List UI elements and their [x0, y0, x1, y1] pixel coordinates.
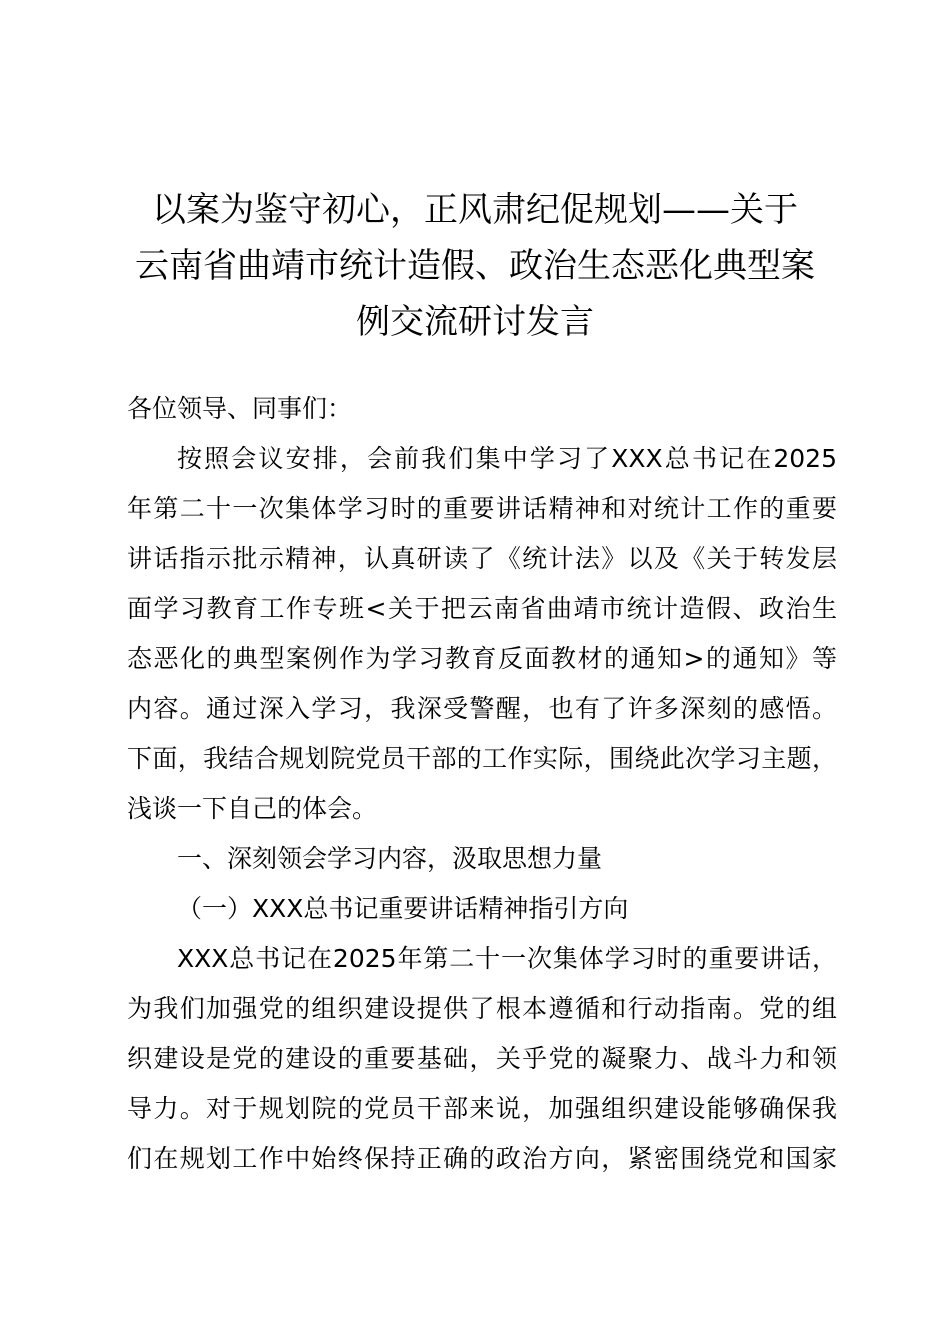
paragraph-section	[127, 934, 837, 1184]
paragraph-line: 按照会议安排，会前我们集中学习了XXX总书记在2025	[177, 444, 837, 473]
title-line: 云南省曲靖市统计造假、政治生态恶化典型案	[135, 246, 815, 286]
paragraph-line: 年第二十一次集体学习时的重要讲话精神和对统计工作的重要	[127, 494, 837, 523]
title-line: 例交流研讨发言	[356, 302, 594, 342]
document-title	[100, 182, 850, 350]
paragraph-line: XXX总书记在2025年第二十一次集体学习时的重要讲话，	[177, 944, 837, 973]
heading-text: 一、深刻领会学习内容，汲取思想力量	[177, 844, 603, 873]
salutation	[127, 384, 837, 434]
paragraph-line: 下面，我结合规划院党员干部的工作实际，围绕此次学习主题，	[127, 744, 837, 773]
paragraph-line: 面学习教育工作专班<关于把云南省曲靖市统计造假、政治生	[127, 594, 837, 623]
paragraph-line: 导力。对于规划院的党员干部来说，加强组织建设能够确保我	[127, 1094, 837, 1123]
paragraph-line: 态恶化的典型案例作为学习教育反面教材的通知>的通知》等	[127, 644, 837, 673]
paragraph-intro	[127, 434, 837, 834]
paragraph-line: 织建设是党的建设的重要基础，关乎党的凝聚力、战斗力和领	[127, 1044, 837, 1073]
paragraph-line: 内容。通过深入学习，我深受警醒，也有了许多深刻的感悟。	[127, 694, 837, 723]
paragraph-line: 浅谈一下自己的体会。	[127, 794, 378, 823]
section-heading-1	[127, 834, 837, 884]
subheading-text: （一）XXX总书记重要讲话精神指引方向	[177, 894, 629, 923]
paragraph-line: 们在规划工作中始终保持正确的政治方向，紧密围绕党和国家	[127, 1144, 837, 1173]
salutation-text: 各位领导、同事们：	[127, 394, 353, 423]
paragraph-line: 讲话指示批示精神，认真研读了《统计法》以及《关于转发层	[127, 544, 837, 573]
document-body	[127, 384, 837, 1184]
section-heading-2	[127, 884, 837, 934]
title-line: 以案为鉴守初心，正风肃纪促规划——关于	[152, 190, 798, 230]
paragraph-line: 为我们加强党的组织建设提供了根本遵循和行动指南。党的组	[127, 994, 837, 1023]
